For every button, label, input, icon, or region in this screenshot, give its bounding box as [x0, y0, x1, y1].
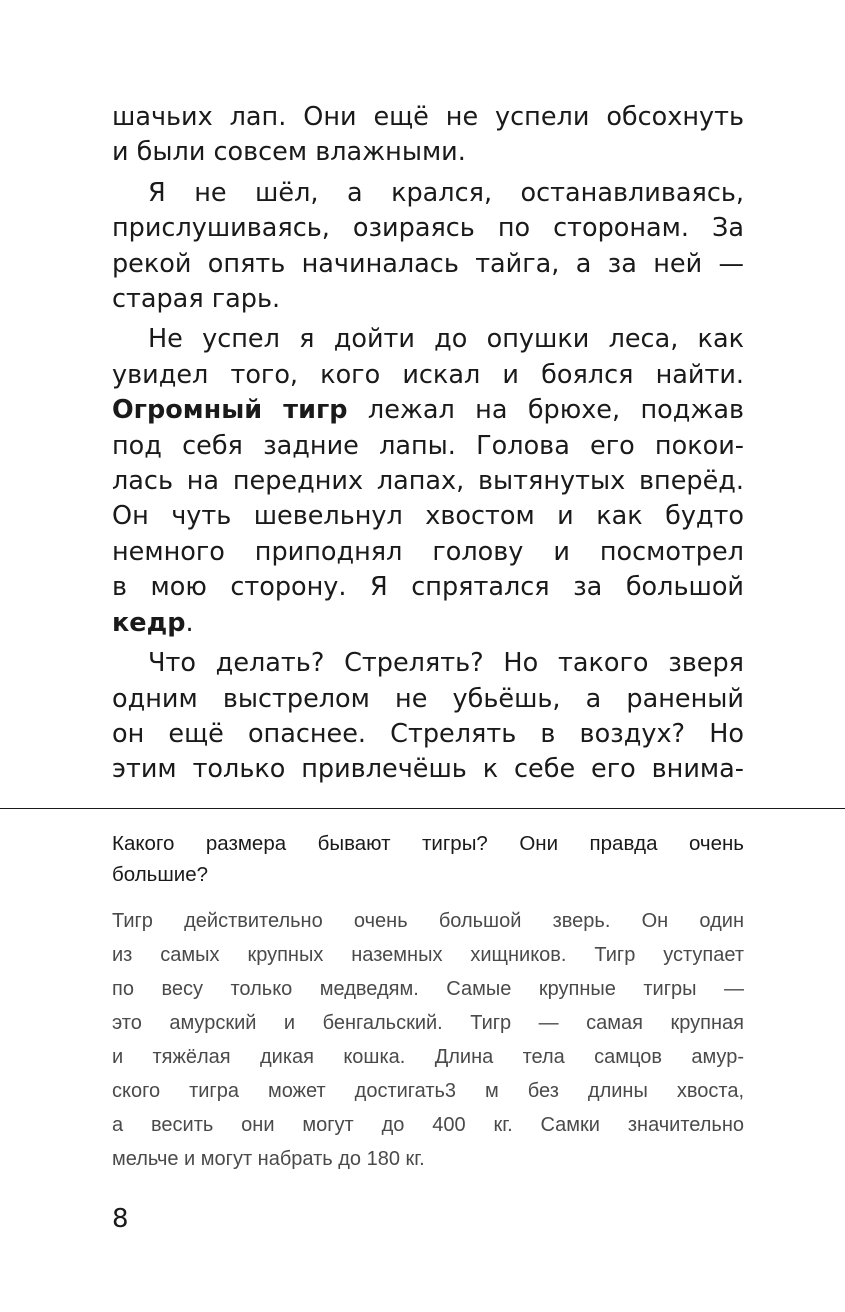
text-line: и тяжёлая дикая кошка. Длина тела самцов амур-: [112, 1046, 744, 1068]
text-line: рекой опять начиналась тайга, а за ней —: [112, 248, 744, 279]
paragraph-2: [112, 176, 744, 211]
paragraph-4-cont: [112, 752, 744, 787]
text-line: в мою сторону. Я спрятался за большой: [112, 572, 744, 603]
paragraph-3-cont: [112, 535, 744, 570]
paragraph-3-cont: [112, 499, 744, 534]
bold-term: кедр: [112, 607, 186, 638]
text-line: прислушиваясь, озираясь по сторонам. За: [112, 213, 744, 244]
paragraph-3: [112, 322, 744, 357]
text-line: из самых крупных наземных хищников. Тигр уступает: [112, 944, 744, 966]
text-line: мельче и могут набрать до 180 кг.: [112, 1148, 425, 1170]
text-line: а весить они могут до 400 кг. Самки значительно: [112, 1114, 744, 1136]
text-line-mixed: [112, 606, 744, 641]
text-line: одним выстрелом не убьёшь, а раненый: [112, 683, 744, 714]
paragraph-2-cont: [112, 247, 744, 282]
text-line: этим только привлечёшь к себе его внима-: [112, 754, 744, 785]
text-line: Какого размера бывают тигры? Они правда очень: [112, 832, 744, 855]
section-divider: [0, 808, 845, 809]
text-line: и были совсем влажными.: [112, 137, 466, 168]
paragraph-4-cont: [112, 717, 744, 752]
paragraph-3-cont: [112, 464, 744, 499]
paragraph-4: [112, 646, 744, 681]
text-line: Что делать? Стрелять? Но такого зверя: [148, 648, 744, 679]
paragraph-3-cont: [112, 393, 744, 428]
text-line: большие?: [112, 863, 209, 886]
paragraph-3-cont: [112, 429, 744, 464]
bold-term: Огромный тигр: [112, 395, 348, 426]
story-text: [112, 100, 744, 788]
paragraph-1-end: [112, 135, 744, 170]
text-line: по весу только медведям. Самые крупные тигры —: [112, 978, 744, 1000]
paragraph-2-end: [112, 282, 744, 317]
paragraph-2-cont: [112, 211, 744, 246]
text-line: это амурский и бенгальский. Тигр — самая крупная: [112, 1012, 744, 1034]
text-line: старая гарь.: [112, 284, 281, 315]
text-line-mixed: [112, 393, 744, 428]
page-number: 8: [112, 1204, 129, 1234]
text-fragment: лежал на брюхе, поджав: [347, 395, 744, 426]
info-answer: [112, 904, 744, 1176]
text-line: ского тигра может достигать3 м без длины хвоста,: [112, 1080, 744, 1102]
text-line: Он чуть шевельнул хвостом и как будто: [112, 501, 744, 532]
info-box: [112, 828, 744, 1176]
info-question: [112, 828, 744, 890]
text-line: Не успел я дойти до опушки леса, как: [148, 324, 744, 355]
text-fragment: .: [185, 607, 194, 638]
text-line: он ещё опаснее. Стрелять в воздух? Но: [112, 718, 744, 749]
paragraph-3-end: [112, 606, 744, 641]
paragraph-1: [112, 100, 744, 135]
paragraph-3-cont: [112, 570, 744, 605]
text-line: шачьих лап. Они ещё не успели обсохнуть: [112, 102, 744, 132]
text-line: немного приподнял голову и посмотрел: [112, 536, 744, 567]
text-line: Я не шёл, а крался, останавливаясь,: [148, 177, 744, 208]
paragraph-4-cont: [112, 682, 744, 717]
paragraph-3-cont: [112, 358, 744, 393]
text-line: увидел того, кого искал и боялся найти.: [112, 359, 744, 390]
text-line: под себя задние лапы. Голова его покои-: [112, 430, 744, 461]
text-line: Тигр действительно очень большой зверь. Он один: [112, 910, 744, 932]
text-line: лась на передних лапах, вытянутых вперёд.: [112, 466, 744, 497]
